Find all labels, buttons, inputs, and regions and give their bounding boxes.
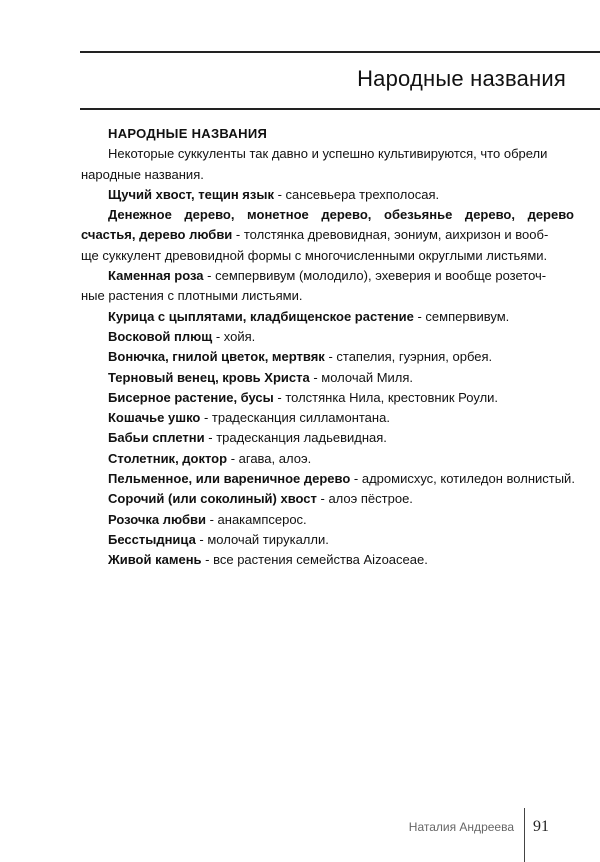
entry-line [108, 428, 574, 448]
entry-line [108, 307, 574, 327]
entry-line [81, 246, 574, 266]
entry-line [108, 368, 574, 388]
entry-desc: - традесканция ладьевидная. [204, 430, 387, 446]
entry-line [108, 347, 574, 367]
entry-line [108, 266, 574, 286]
entry-term: Каменная роза [108, 268, 204, 284]
entry-desc: - традесканция силламонтана. [200, 410, 390, 426]
entry-desc: - хойя. [212, 328, 256, 344]
entry-line [108, 388, 574, 408]
entry-line [108, 489, 574, 509]
intro-paragraph-line: народные названия. [81, 166, 204, 182]
entry-desc: - молочай тирукалли. [195, 531, 329, 547]
entry-desc: - молочай Миля. [309, 369, 414, 385]
entry-line [108, 408, 574, 428]
entry-line [108, 530, 574, 550]
entry-term: Розочка любви [108, 511, 206, 527]
entry-term: Кошачье ушко [108, 410, 201, 426]
entry-term: Живой камень [108, 552, 202, 568]
page-content [81, 124, 575, 571]
entry-term: Бисерное растение, бусы [108, 389, 274, 405]
entry-term: Терновый венец, кровь Христа [108, 369, 310, 385]
entry-term: Курица с цыплятами, кладбищенское растение [108, 308, 414, 324]
entry-desc: - толстянка Нила, крестовник Роули. [273, 389, 499, 405]
entry-line [81, 225, 574, 245]
entry-desc: - сансевьера трехполосая. [273, 186, 440, 202]
entry-desc: - адромисхус, котиледон волнистый. [350, 471, 575, 487]
entry-desc: - семпервивум (молодило), эхеверия и вообще розеточ- [203, 268, 547, 284]
entry-term: Щучий хвост, тещин язык [108, 186, 274, 202]
entry-term: Пельменное, или вареничное дерево [108, 471, 351, 487]
entry-term: Столетник, доктор [108, 450, 228, 466]
footer-divider [524, 808, 525, 862]
entry-desc: - семпервивум. [413, 308, 510, 324]
top-rule [80, 51, 600, 53]
running-header-title: Народные названия [357, 66, 566, 91]
entry-term: Денежное дерево, монетное дерево, обезьянье дерево, дерево [108, 207, 574, 223]
entry-desc: - агава, алоэ. [227, 450, 312, 466]
footer-author: Наталия Андреева [408, 820, 514, 834]
entry-desc: - все растения семейства Aizoaceae. [201, 552, 428, 568]
page-number: 91 [533, 818, 549, 835]
entry-term: Сорочий (или соколиный) хвост [108, 491, 317, 507]
entry-term: Вонючка, гнилой цветок, мертвяк [108, 349, 325, 365]
entry-line [108, 185, 574, 205]
entry-desc: - анакампсерос. [205, 511, 307, 527]
entry-desc: - стапелия, гуэрния, орбея. [324, 349, 493, 365]
header-rule [80, 108, 600, 110]
intro-paragraph-line: Некоторые суккуленты так давно и успешно культивируются, что обрели [108, 146, 548, 162]
entry-term: Восковой плющ [108, 328, 213, 344]
entry-desc: - алоэ пёстрое. [316, 491, 413, 507]
entry-desc: ные растения с плотными листьями. [81, 288, 303, 304]
section-heading: НАРОДНЫЕ НАЗВАНИЯ [108, 126, 268, 141]
entry-line [108, 205, 574, 225]
entry-line [108, 449, 574, 469]
entry-term: Бесстыдница [108, 531, 196, 547]
entry-desc: ще суккулент древовидной формы с многочисленными округлыми листьями. [81, 247, 548, 263]
entry-line [108, 469, 574, 489]
entry-desc: - толстянка древовидная, эониум, аихризон и вооб- [232, 227, 549, 243]
entry-line [108, 510, 574, 530]
entry-term: счастья, дерево любви [81, 227, 233, 243]
entry-term: Бабьи сплетни [108, 430, 205, 446]
entry-line [108, 327, 574, 347]
entry-line [81, 286, 574, 306]
entry-line [108, 550, 574, 570]
